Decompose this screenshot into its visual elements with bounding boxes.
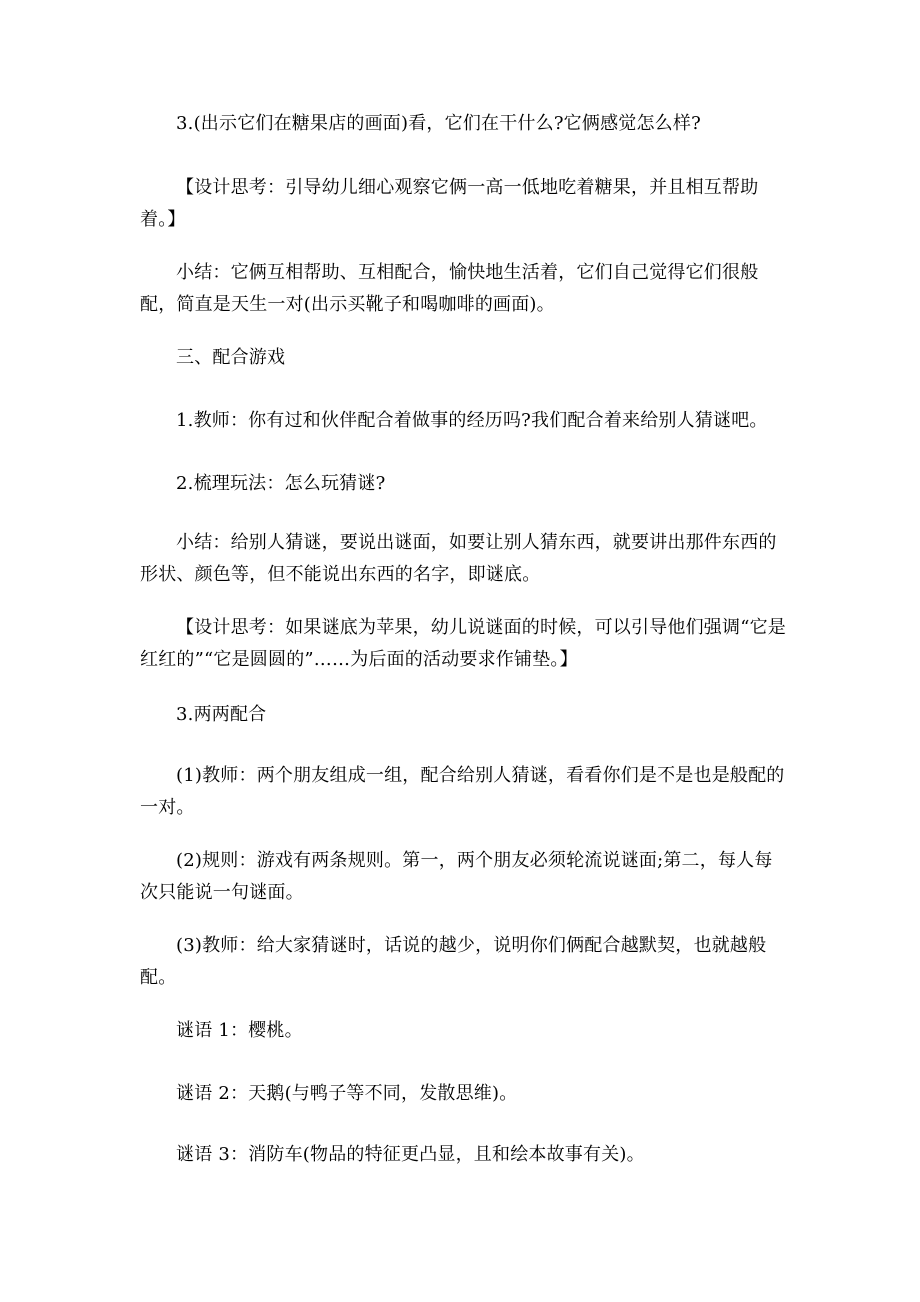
paragraph-pair-heading: 3.两两配合 (176, 704, 267, 725)
paragraph-rules-review: 2.梳理玩法：怎么玩猜谜? (176, 473, 386, 494)
paragraph-summary-2: 小结：给别人猜谜，要说出谜面，如要让别人猜东西，就要讲出那件东西的形状、颜色等，但不能说出东西的名字，即谜底。 (140, 532, 777, 585)
paragraph-teacher-question: 1.教师：你有过和伙伴配合着做事的经历吗?我们配合着来给别人猜谜吧。 (176, 410, 768, 431)
paragraph-summary-1: 小结：它俩互相帮助、互相配合，愉快地生活着，它们自己觉得它们很般配，简直是天生一对(出示买靴子和喝咖啡的画面)。 (140, 262, 759, 315)
riddle-3: 谜语 3：消防车(物品的特征更凸显，且和绘本故事有关)。 (176, 1144, 645, 1165)
section-heading-game: 三、配合游戏 (176, 347, 286, 368)
paragraph-pair-1: (1)教师：两个朋友组成一组，配合给别人猜谜，看看你们是不是也是般配的一对。 (140, 765, 785, 818)
paragraph-candy-store-question: 3.(出示它们在糖果店的画面)看，它们在干什么?它俩感觉怎么样? (176, 113, 701, 134)
riddle-1: 谜语 1：樱桃。 (176, 1020, 303, 1041)
paragraph-design-thought-1: 【设计思考：引导幼儿细心观察它俩一高一低地吃着糖果，并且相互帮助着。】 (140, 177, 759, 230)
paragraph-pair-2: (2)规则：游戏有两条规则。第一，两个朋友必须轮流说谜面;第二，每人每次只能说一句谜面。 (140, 850, 773, 903)
paragraph-pair-3: (3)教师：给大家猜谜时，话说的越少，说明你们俩配合越默契，也就越般配。 (140, 935, 767, 988)
paragraph-design-thought-2: 【设计思考：如果谜底为苹果，幼儿说谜面的时候，可以引导他们强调“它是红红的”“它是圆圆的”……为后面的活动要求作铺垫。】 (140, 617, 786, 670)
riddle-2: 谜语 2：天鹅(与鸭子等不同，发散思维)。 (176, 1083, 518, 1104)
